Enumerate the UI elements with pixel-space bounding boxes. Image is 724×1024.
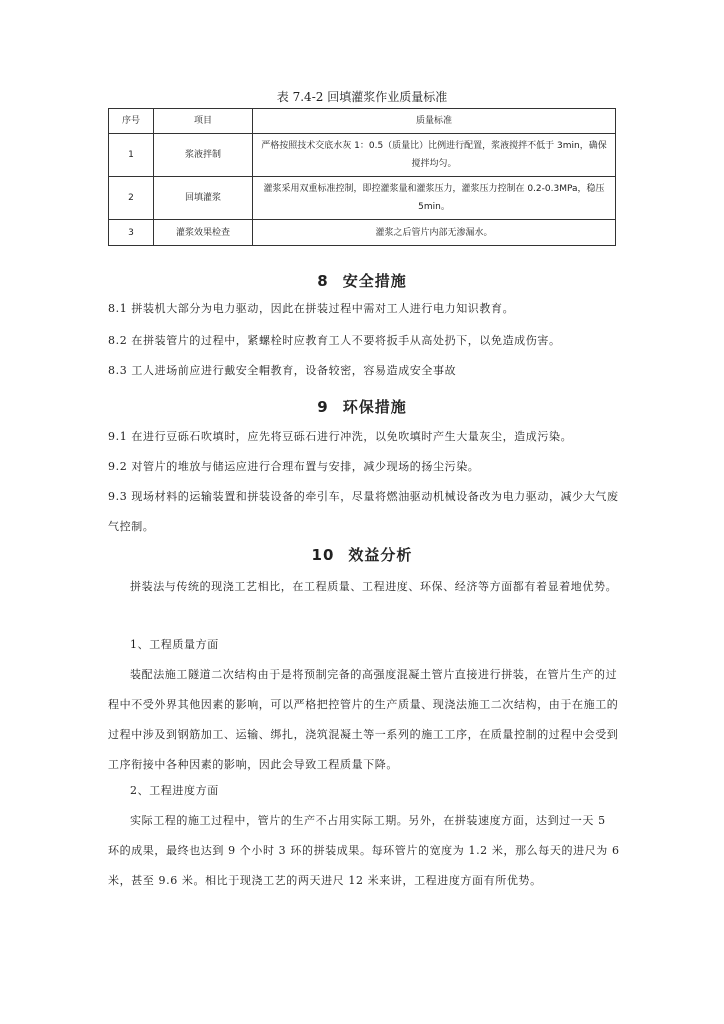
section-10-title: 效益分析 xyxy=(348,546,413,564)
header-item: 项目 xyxy=(154,109,253,134)
section-9-number: 9 xyxy=(317,398,329,416)
section-9-item-3: 9.3 现场材料的运输装置和拼装设备的牵引车，尽量将燃油驱动机械设备改为电力驱动，减少大气废气控制。 xyxy=(108,490,619,533)
section-8-item-1: 8.1 拼装机大部分为电力驱动，因此在拼装过程中需对工人进行电力知识教育。 xyxy=(108,302,515,315)
cell-item: 灌浆效果检查 xyxy=(154,220,253,246)
section-10-number: 10 xyxy=(311,546,335,564)
cell-item: 浆液拌制 xyxy=(154,134,253,177)
section-8-number: 8 xyxy=(317,272,329,290)
table-header-row xyxy=(109,109,616,134)
section-8-item-2: 8.2 在拼装管片的过程中，紧螺栓时应教育工人不要将扳手从高处扔下，以免造成伤害。 xyxy=(108,334,561,347)
section-9-title: 环保措施 xyxy=(342,398,407,416)
section-9-item-2: 9.2 对管片的堆放与储运应进行合理布置与安排，减少现场的扬尘污染。 xyxy=(108,460,480,473)
cell-no: 2 xyxy=(109,177,154,220)
cell-standard: 严格按照技术交底水灰 1：0.5（质量比）比例进行配置，浆液搅拌不低于 3min，确保搅拌均匀。 xyxy=(253,134,616,177)
section-8-item-3: 8.3 工人进场前应进行戴安全帽教育，设备较密，容易造成安全事故 xyxy=(108,364,457,377)
section-10-sub2-text: 实际工程的施工过程中，管片的生产不占用实际工期。另外，在拼装速度方面，达到过一天 5 环的成果，最终也达到 9 个小时 3 环的拼装成果。每环管片的宽度为 1.2 米，那么每天的进尺为 6 米，甚至 9.6 米。相比于现浇工艺的两天进尺 12 米来讲，工程进度方面有所优势。 xyxy=(108,814,620,887)
table-caption: 表 7.4-2 回填灌浆作业质量标准 xyxy=(276,90,448,104)
cell-standard: 灌浆采用双重标准控制，即控灌浆量和灌浆压力，灌浆压力控制在 0.2-0.3MPa，稳压 5min。 xyxy=(253,177,616,220)
section-10-heading xyxy=(0,544,724,565)
table-row xyxy=(109,177,616,220)
cell-standard: 灌浆之后管片内部无渗漏水。 xyxy=(253,220,616,246)
section-8-title: 安全措施 xyxy=(342,272,407,290)
cell-no: 1 xyxy=(109,134,154,177)
table-row xyxy=(109,220,616,246)
table-row xyxy=(109,134,616,177)
section-10-sub1-text: 装配法施工隧道二次结构由于是将预制完备的高强度混凝土管片直接进行拼装，在管片生产的过程中不受外界其他因素的影响，可以严格把控管片的生产质量、现浇法施工二次结构，由于在施工的过程中涉及到钢筋加工、运输、绑扎，浇筑混凝土等一系列的施工工序，在质量控制的过程中会受到工序衔接中各种因素的影响，因此会导致工程质量下降。 xyxy=(108,668,619,771)
cell-item: 回填灌浆 xyxy=(154,177,253,220)
cell-no: 3 xyxy=(109,220,154,246)
section-10-sub2-title: 2、工程进度方面 xyxy=(130,784,219,797)
section-10-intro: 拼装法与传统的现浇工艺相比，在工程质量、工程进度、环保、经济等方面都有着显着地优势。 xyxy=(130,580,618,593)
section-9-heading xyxy=(0,396,724,417)
header-no: 序号 xyxy=(109,109,154,134)
section-9-item-1: 9.1 在进行豆砾石吹填时，应先将豆砾石进行冲洗，以免吹填时产生大量灰尘，造成污染。 xyxy=(108,430,573,443)
section-10-sub1-title: 1、工程质量方面 xyxy=(130,638,219,651)
header-standard: 质量标准 xyxy=(253,109,616,134)
section-8-heading xyxy=(0,270,724,291)
quality-standard-table xyxy=(108,108,616,246)
